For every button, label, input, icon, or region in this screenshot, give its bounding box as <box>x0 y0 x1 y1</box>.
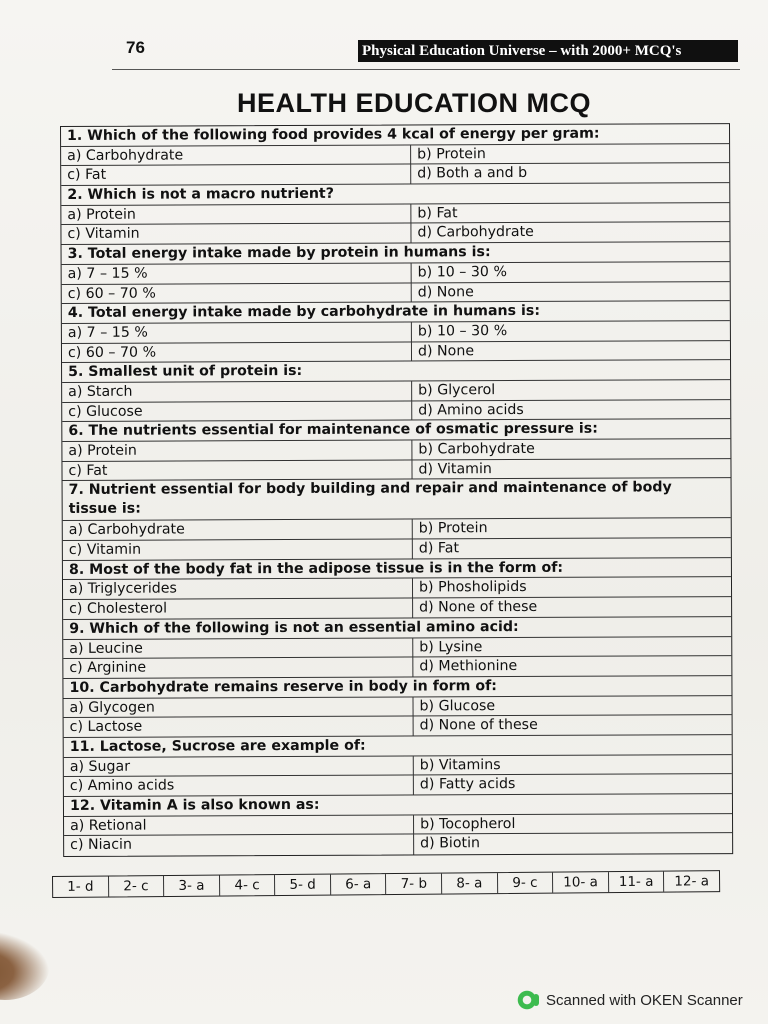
option-c: c) Glucose <box>62 401 412 421</box>
running-header: Physical Education Universe – with 2000+ MCQ's <box>358 40 738 62</box>
option-c: c) 60 – 70 % <box>62 283 412 303</box>
scanner-logo-icon <box>516 990 536 1010</box>
question-text: 11. Lactose, Sucrose are example of: <box>69 737 366 755</box>
option-b: b) Fat <box>417 205 458 222</box>
option-a: a) Protein <box>62 440 412 460</box>
option-a: a) Retional <box>64 815 414 835</box>
answer-cell: 11- a <box>609 872 665 892</box>
mcq-table <box>60 123 733 857</box>
option-c: c) Lactose <box>64 717 414 737</box>
page-title: HEALTH EDUCATION MCQ <box>237 88 591 118</box>
option-b: b) Lysine <box>419 638 483 655</box>
options-row <box>64 833 732 856</box>
option-d: d) Carbohydrate <box>417 224 534 241</box>
option-a: a) Starch <box>62 381 412 401</box>
option-a: a) Carbohydrate <box>63 520 413 540</box>
option-c: c) Amino acids <box>64 776 414 796</box>
option-c: c) Vitamin <box>61 224 411 244</box>
question-text: 12. Vitamin A is also known as: <box>69 796 320 814</box>
answer-cell: 3- a <box>164 876 220 896</box>
option-b: b) Protein <box>418 520 488 537</box>
option-d: d) Biotin <box>420 835 481 852</box>
answer-cell: 7- b <box>386 874 442 894</box>
option-d: d) None <box>417 283 474 300</box>
option-c: c) Fat <box>62 460 412 480</box>
header-divider <box>112 69 740 70</box>
question-text: 1. Which of the following food provides 4 kcal of energy per gram: <box>67 125 600 144</box>
option-c: c) Arginine <box>63 658 413 678</box>
scanner-watermark <box>516 990 743 1010</box>
option-b: b) Tocopherol <box>420 815 516 833</box>
question-text: 2. Which is not a macro nutrient? <box>67 185 334 204</box>
question-text: 9. Which of the following is not an essential amino acid: <box>69 618 519 637</box>
option-a: a) Sugar <box>64 756 414 776</box>
option-d: d) None of these <box>419 599 538 616</box>
option-a: a) Triglycerides <box>63 579 413 599</box>
option-c: c) Fat <box>61 165 411 185</box>
option-d: d) None <box>417 342 475 360</box>
option-b: b) Glycerol <box>418 382 496 399</box>
question-text: 10. Carbohydrate remains reserve in body in form of: <box>69 677 497 696</box>
option-b: b) 10 – 30 % <box>417 263 507 281</box>
option-d: d) Fat <box>418 540 460 557</box>
option-c: c) Cholesterol <box>63 599 413 619</box>
answer-cell: 6- a <box>331 874 387 894</box>
option-a: a) 7 – 15 % <box>62 263 412 283</box>
option-d: d) Both a and b <box>417 165 528 182</box>
option-b: b) Phosholipids <box>418 579 527 596</box>
option-c: c) 60 – 70 % <box>62 342 412 362</box>
option-c: c) Niacin <box>64 835 414 856</box>
option-a: a) Protein <box>61 204 411 224</box>
option-d: d) Fatty acids <box>419 776 516 793</box>
option-a: a) 7 – 15 % <box>62 322 412 342</box>
answer-cell: 10- a <box>553 872 609 892</box>
answer-cell: 12- a <box>674 873 710 890</box>
option-d: d) Vitamin <box>418 460 492 478</box>
question-text: 5. Smallest unit of protein is: <box>68 363 303 381</box>
question-text: 8. Most of the body fat in the adipose tissue is in the form of: <box>68 559 564 578</box>
answer-cell: 5- d <box>275 875 331 895</box>
option-b: b) Vitamins <box>419 756 501 774</box>
option-d: d) None of these <box>419 717 538 734</box>
question-text: 6. The nutrients essential for maintenance of osmatic pressure is: <box>68 420 598 440</box>
scanner-watermark-text: Scanned with OKEN Scanner <box>546 991 743 1009</box>
answer-cell: 1- d <box>53 877 109 897</box>
option-c: c) Vitamin <box>63 540 413 560</box>
option-b: b) Glucose <box>419 697 496 714</box>
question-text: 4. Total energy intake made by carbohydrate in humans is: <box>67 303 541 322</box>
option-b: b) Carbohydrate <box>418 440 535 458</box>
answer-cell: 2- c <box>109 876 165 896</box>
option-b: b) Protein <box>417 145 486 163</box>
answer-cell: 9- c <box>498 873 554 893</box>
option-d: d) Methionine <box>419 658 518 675</box>
option-a: a) Leucine <box>63 638 413 658</box>
option-b: b) 10 – 30 % <box>417 322 508 340</box>
question-row <box>63 478 731 521</box>
question-text: 3. Total energy intake made by protein in humans is: <box>67 244 491 263</box>
page-number: 76 <box>126 38 145 57</box>
answer-cell: 8- a <box>442 873 498 893</box>
answer-cell: 4- c <box>220 875 276 895</box>
option-d: d) Amino acids <box>418 401 524 419</box>
option-a: a) Glycogen <box>63 697 413 717</box>
question-text: 7. Nutrient essential for body building and repair and maintenance of body tissue is: <box>68 479 672 518</box>
option-a: a) Carbohydrate <box>61 145 411 165</box>
